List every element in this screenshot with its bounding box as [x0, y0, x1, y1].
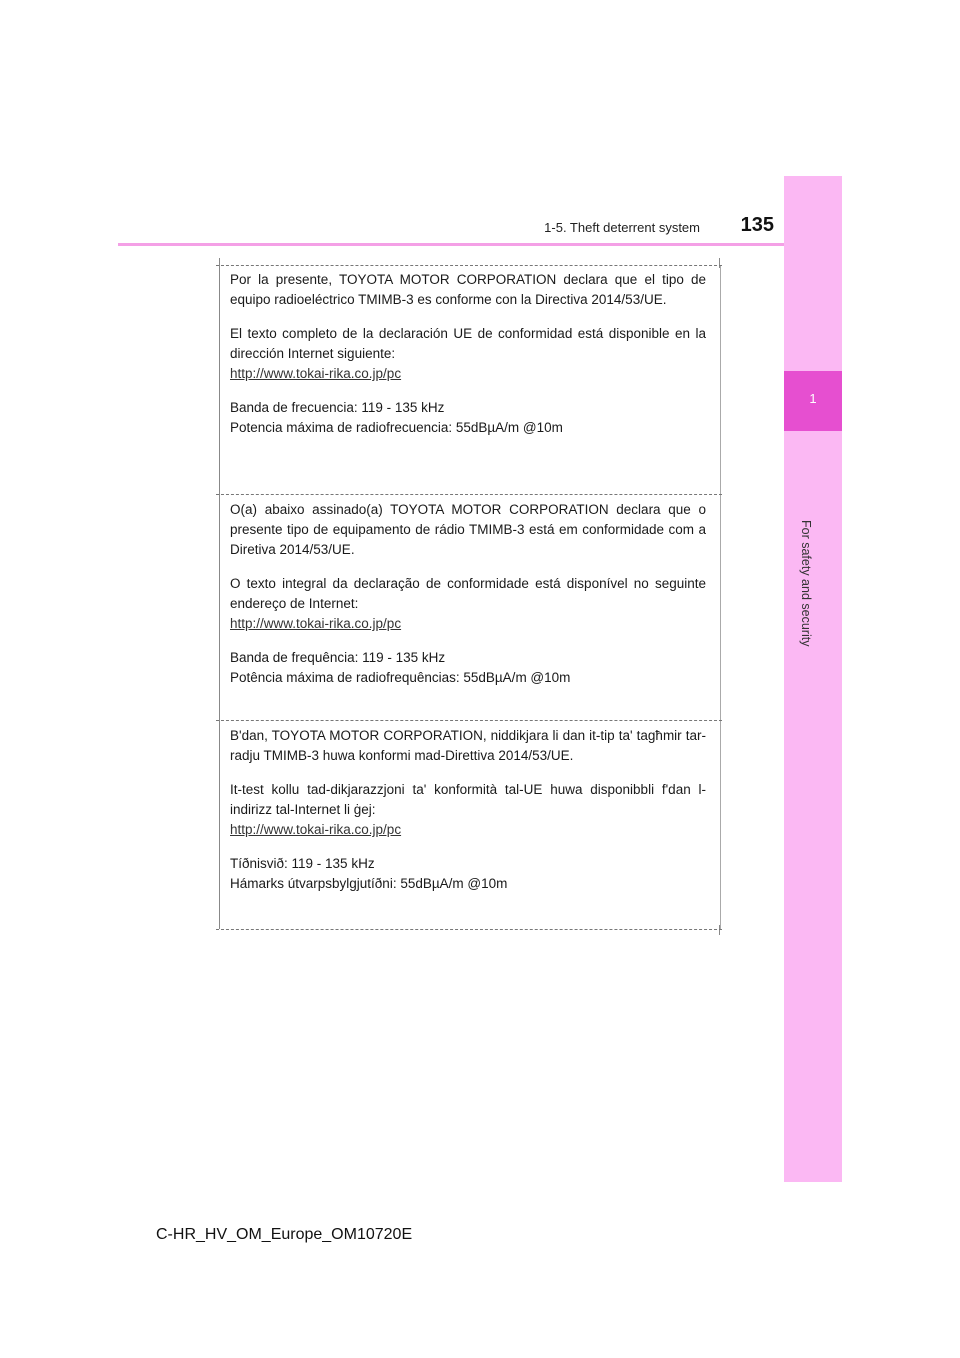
declaration-paragraph: El texto completo de la declaración UE de conformidad está disponible en la dirección Internet siguiente: [230, 326, 706, 361]
section-divider [216, 720, 722, 721]
running-head-section-title: 1-5. Theft deterrent system [544, 220, 700, 235]
max-power-text: Potencia máxima de radiofrecuencia: 55dBµA/m @10m [230, 420, 563, 435]
declaration-paragraph: B'dan, TOYOTA MOTOR CORPORATION, niddikjara li dan it-tip ta' tagħmir tar-radju TMIMB-3 huwa konformi mad-Direttiva 2014/53/UE. [230, 728, 706, 763]
frequency-band-text: Banda de frecuencia: 119 - 135 kHz [230, 400, 445, 415]
box-bottom-border [216, 929, 722, 930]
chapter-number: 1 [809, 391, 817, 406]
declaration-paragraph: O(a) abaixo assinado(a) TOYOTA MOTOR CORPORATION declara que o presente tipo de equipamento de rádio TMIMB-3 está em conformidade com a Diretiva 2014/53/UE. [230, 502, 706, 557]
frequency-band-text: Tíðnisvið: 119 - 135 kHz [230, 856, 375, 871]
document-code: C-HR_HV_OM_Europe_OM10720E [156, 1226, 413, 1243]
declaration-paragraph: It-test kollu tad-dikjarazzjoni ta' konformità tal-UE huwa disponibbli f'dan l-indirizz tal-Internet li ġej: [230, 782, 706, 817]
declaration-section-spanish [230, 270, 706, 438]
chapter-side-tab [784, 176, 842, 1182]
header-divider [118, 243, 840, 246]
box-corner-tick [219, 258, 220, 268]
section-divider [216, 494, 722, 495]
chapter-title: For safety and security [799, 520, 813, 647]
page-number: 135 [740, 214, 774, 236]
box-top-border [216, 265, 722, 266]
box-corner-tick [719, 925, 720, 935]
declaration-paragraph: O texto integral da declaração de conformidade está disponível no seguinte endereço de Internet: [230, 576, 706, 611]
box-corner-tick [719, 258, 720, 268]
max-power-text: Hámarks útvarpsbylgjutíðni: 55dBµA/m @10m [230, 876, 508, 891]
declaration-link[interactable]: http://www.tokai-rika.co.jp/pc [230, 366, 402, 381]
declaration-link[interactable]: http://www.tokai-rika.co.jp/pc [230, 822, 402, 837]
declaration-paragraph: Por la presente, TOYOTA MOTOR CORPORATION declara que el tipo de equipo radioeléctrico TMIMB-3 es conforme con la Directiva 2014/53/UE. [230, 272, 706, 307]
declaration-link[interactable]: http://www.tokai-rika.co.jp/pc [230, 616, 402, 631]
declaration-section-portuguese [230, 500, 706, 688]
max-power-text: Potência máxima de radiofrequências: 55dBµA/m @10m [230, 670, 571, 685]
declaration-section-maltese [230, 726, 706, 894]
frequency-band-text: Banda de frequência: 119 - 135 kHz [230, 650, 446, 665]
